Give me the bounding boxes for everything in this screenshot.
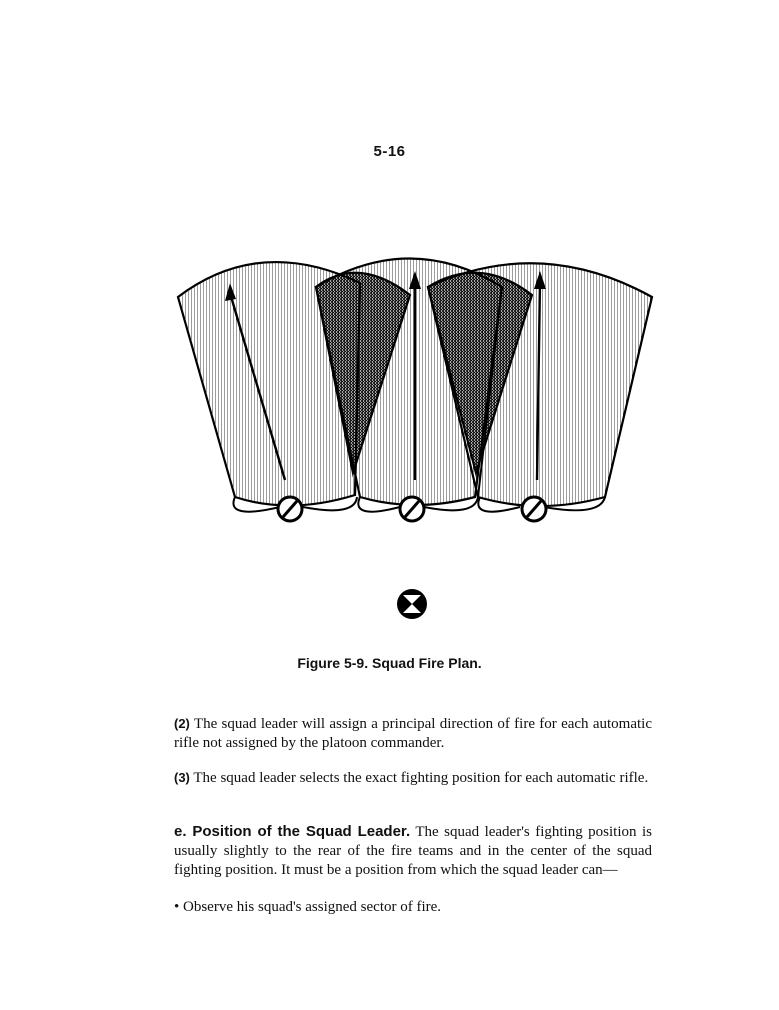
squad-fire-plan-figure — [170, 245, 670, 630]
section-e — [174, 822, 652, 880]
page-number: 5-16 — [373, 143, 406, 160]
paragraph-2 — [174, 714, 652, 753]
fire-team-position-icon — [522, 497, 546, 521]
bullet-item: • Observe his squad's assigned sector of fire. — [174, 899, 442, 915]
paragraph-number: (2) — [174, 716, 190, 731]
paragraph-number: (3) — [174, 770, 190, 785]
section-text: The squad leader's fighting position is usually slightly to the rear of the fire teams and in the center of the squad fighting position. It must be a position from which the squad leader can— — [174, 824, 652, 878]
fire-team-position-icon — [278, 497, 302, 521]
paragraph-3 — [174, 768, 652, 788]
figure-caption: Figure 5-9. Squad Fire Plan. — [297, 655, 482, 671]
paragraph-text: The squad leader selects the exact fighting position for each automatic rifle. — [193, 770, 649, 786]
fire-team-position-icon — [400, 497, 424, 521]
squad-leader-position-icon — [397, 589, 427, 619]
paragraph-text: The squad leader will assign a principal direction of fire for each automatic rifle not assigned by the platoon commander. — [174, 716, 652, 751]
section-heading: e. Position of the Squad Leader. — [174, 823, 411, 840]
